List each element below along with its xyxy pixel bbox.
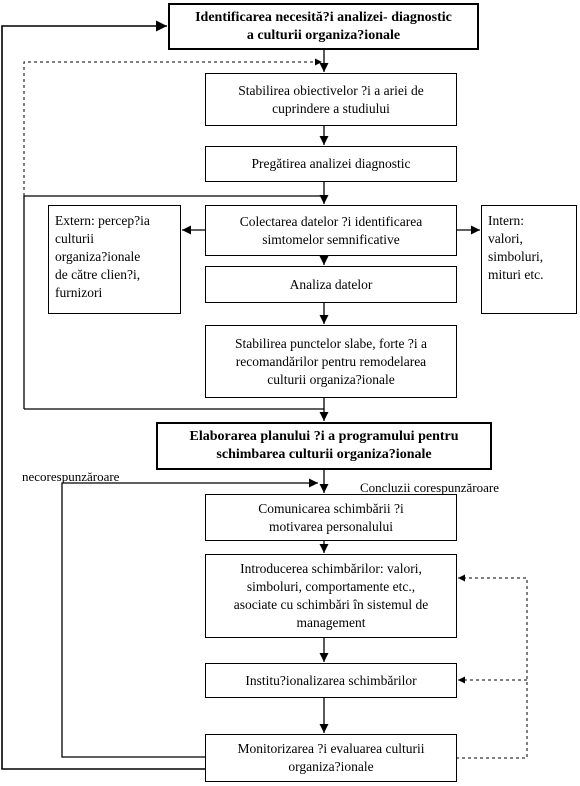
box-analyze-data: Analiza datelor <box>205 266 457 303</box>
box-elaborate-plan: Elaborarea planului ?i a programului pentru schimbarea culturii organiza?ionale <box>156 422 492 470</box>
box-introduce-changes: Introducerea schimbărilor: valori, simboluri, comportamente etc., asociate cu schimbări în sistemul de management <box>205 554 457 638</box>
dashed-feedback-right <box>456 578 527 758</box>
box-prepare-analysis: Pregătirea analizei diagnostic <box>205 146 457 182</box>
box-internal: Intern: valori, simboluri, mituri etc. <box>481 205 577 314</box>
box-monitor-evaluate: Monitorizarea ?i evaluarea culturii organiza?ionale <box>205 734 457 782</box>
box-institutionalize: Institu?ionalizarea schimbărilor <box>205 663 457 698</box>
box-identify-needs: Identificarea necesită?i analizei- diagnostic a culturii organiza?ionale <box>168 3 479 50</box>
box-set-objectives: Stabilirea obiectivelor ?i a ariei de cuprindere a studiului <box>205 73 457 126</box>
label-adequate-conclusions: Concluzii corespunzăroare <box>360 480 499 495</box>
box-weak-strong-points: Stabilirea punctelor slabe, forte ?i a recomandărilor pentru remodelarea culturii organiza?ionale <box>205 325 457 398</box>
box-external: Extern: percep?ia culturii organiza?ionale de către clien?i, furnizori <box>48 205 181 314</box>
box-communicate-change: Comunicarea schimbării ?i motivarea personalului <box>205 494 457 541</box>
label-inadequate: necorespunzăroare <box>22 469 120 484</box>
loop-to-top <box>2 26 206 769</box>
box-collect-data: Colectarea datelor ?i identificarea simtomelor semnificative <box>205 205 457 256</box>
